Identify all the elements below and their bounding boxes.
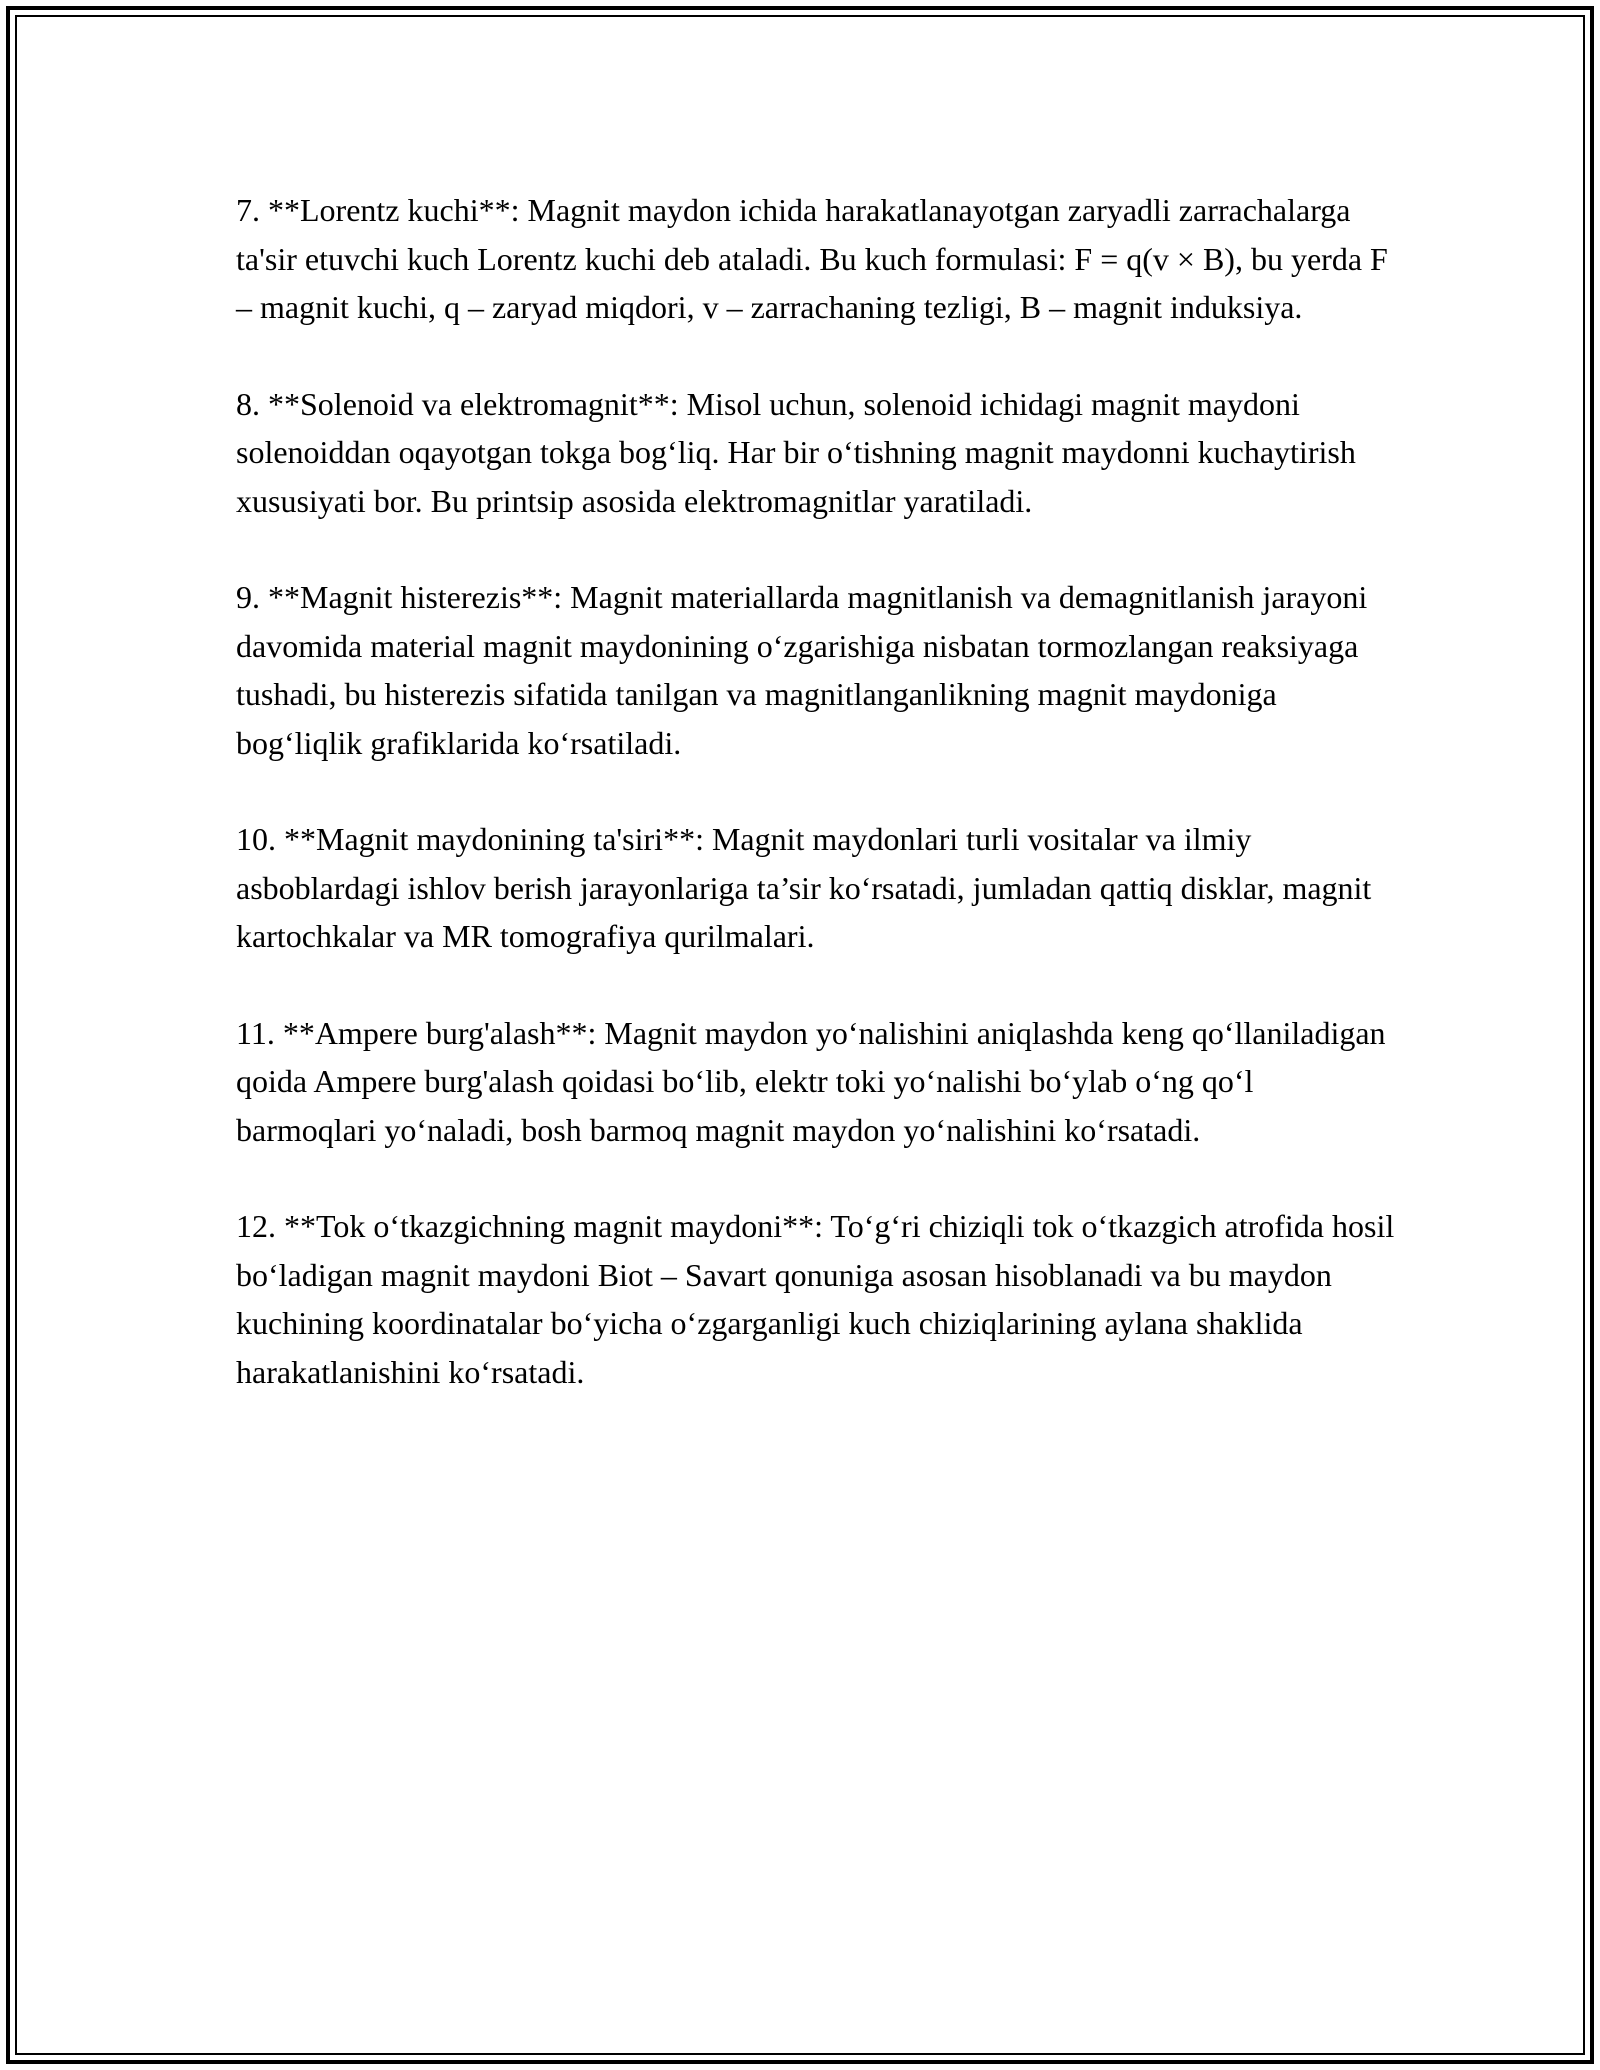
paragraph-ampere-rule: 11. **Ampere burg'alash**: Magnit maydon yo‘nalishini aniqlashda keng qo‘llaniladigan qoida Ampere burg'alash qoidasi bo‘lib, elektr toki yo‘nalishi bo‘ylab o‘ng qo‘l barmoqlari yo‘naladi, bosh barmoq magnit maydon yo‘nalishini ko‘rsatadi.: [236, 1014, 1386, 1148]
document-body: [236, 186, 1396, 1444]
paragraph-lorentz-force: 7. **Lorentz kuchi**: Magnit maydon ichida harakatlanayotgan zaryadli zarrachalarga ta'sir etuvchi kuch Lorentz kuchi deb ataladi. Bu kuch formulasi: F = q(v × B), bu yerda F – magnit kuchi, q – zaryad miqdori, v – zarrachaning tezligi, B – magnit induksiya.: [236, 192, 1388, 325]
paragraph-conductor-field: 12. **Tok o‘tkazgichning magnit maydoni**: To‘g‘ri chiziqli tok o‘tkazgich atrofida hosil bo‘ladigan magnit maydoni Biot – Savart qonuniga asosan hisoblanadi va bu maydon kuchining koordinatalar bo‘yicha o‘zgarganligi kuch chiziqlarining aylana shaklida harakatlanishini ko‘rsatadi.: [236, 1208, 1395, 1390]
paragraph-field-effect: 10. **Magnit maydonining ta'siri**: Magnit maydonlari turli vositalar va ilmiy asboblardagi ishlov berish jarayonlariga ta’sir ko‘rsatadi, jumladan qattiq disklar, magnit kartochkalar va MR tomografiya qurilmalari.: [236, 821, 1372, 954]
paragraph-hysteresis: 9. **Magnit histerezis**: Magnit materiallarda magnitlanish va demagnitlanish jarayoni davomida material magnit maydonining o‘zgarishiga nisbatan tormozlangan reaksiyaga tushadi, bu histerezis sifatida tanilgan va magnitlanganlikning magnit maydoniga bog‘liqlik grafiklarida ko‘rsatiladi.: [236, 579, 1368, 761]
paragraph-solenoid: 8. **Solenoid va elektromagnit**: Misol uchun, solenoid ichidagi magnit maydoni solenoiddan oqayotgan tokga bog‘liq. Har bir o‘tishning magnit maydonni kuchaytirish xususiyati bor. Bu printsip asosida elektromagnitlar yaratiladi.: [236, 385, 1356, 519]
